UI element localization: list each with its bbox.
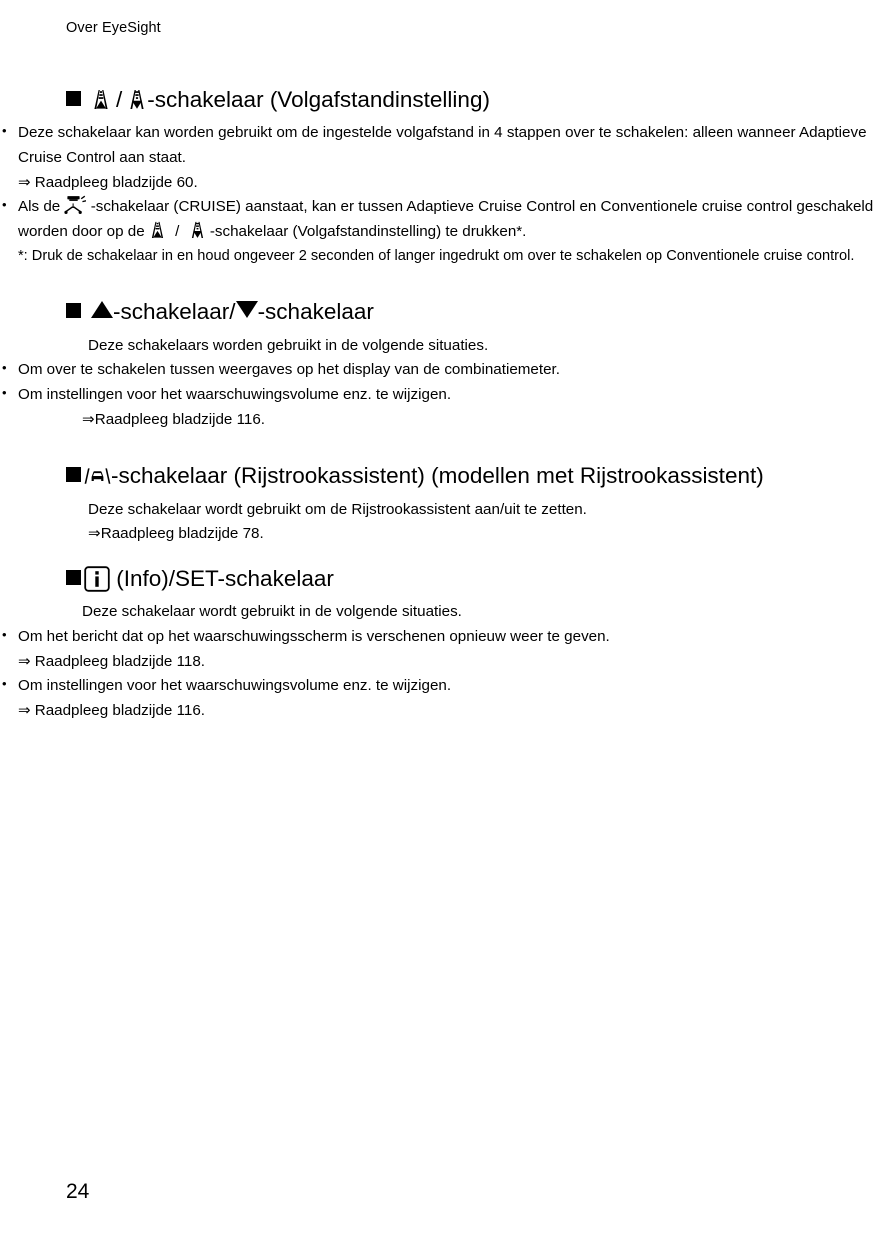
- section-heading-text: (Info)/SET-schakelaar: [116, 565, 334, 591]
- section-marker-square: [66, 570, 81, 585]
- section-marker-square: [66, 303, 81, 318]
- page-reference: [18, 650, 875, 675]
- page-reference-text: Raadpleeg bladzijde 78.: [100, 525, 264, 543]
- double-arrow-icon: ⇒: [18, 652, 31, 670]
- lane-keep-assist-icon: [84, 467, 111, 485]
- page-reference: [18, 171, 875, 196]
- list-item-text: Deze schakelaar kan worden gebruikt om de ingestelde volgafstand in 4 stappen over te schakelen: alleen wanneer Adaptieve Cruise Control aan staat.: [18, 124, 867, 167]
- list-item-text: Om het bericht dat op het waarschuwingsscherm is verschenen opnieuw weer te geven.: [18, 627, 610, 645]
- section-heading-text: -schakelaar (Rijstrookassistent) (modellen met Rijstrookassistent): [111, 463, 764, 489]
- section-pijl-schakelaars: [0, 298, 875, 432]
- triangle-down-icon: [236, 301, 258, 318]
- page-reference-text: Raadpleeg bladzijde 118.: [34, 652, 206, 670]
- section-volgafstandinstelling: [0, 86, 875, 268]
- section-intro: Deze schakelaar wordt gebruikt in de volgende situaties.: [82, 603, 462, 621]
- bullet-list: [0, 625, 875, 724]
- page-reference-text: Raadpleeg bladzijde 116.: [94, 410, 266, 428]
- double-arrow-icon: ⇒: [82, 410, 95, 428]
- section-heading: [0, 462, 875, 489]
- section-info-set: [0, 565, 875, 724]
- list-item: [0, 625, 875, 674]
- page-reference: [18, 699, 875, 724]
- follow-distance-up-icon: [91, 89, 111, 110]
- list-item-text-part1: Als de: [18, 198, 61, 216]
- section-intro: Deze schakelaar wordt gebruikt om de Rijstrookassistent aan/uit te zetten.: [88, 500, 587, 518]
- double-arrow-icon: ⇒: [18, 701, 31, 719]
- heading-separator: /: [116, 87, 123, 112]
- section-heading: [0, 565, 875, 592]
- follow-distance-down-icon: [189, 221, 206, 239]
- page-reference-text: Raadpleeg bladzijde 60.: [34, 173, 198, 191]
- section-heading-text: -schakelaar (Volgafstandinstelling): [147, 87, 490, 112]
- page-reference-text: Raadpleeg bladzijde 116.: [34, 701, 206, 719]
- triangle-up-icon: [91, 301, 113, 318]
- list-item-text-part3: -schakelaar (Volgafstandinstelling) te drukken*.: [209, 222, 527, 240]
- double-arrow-icon: ⇒: [18, 173, 31, 191]
- section-marker-square: [66, 467, 81, 482]
- list-item-text: [18, 198, 873, 240]
- list-item-text-part2: -schakelaar (CRUISE) aanstaat, kan er tussen Adaptieve Cruise Control en Conventionele cruise control geschakeld worden door op de: [18, 198, 874, 240]
- footnote-marker: *:: [18, 247, 28, 264]
- follow-distance-down-icon: [127, 89, 147, 110]
- section-heading: [0, 86, 875, 113]
- footnote-text: Druk de schakelaar in en houd ongeveer 2 seconden of langer ingedrukt om over te schakelen op Conventionele cruise control.: [31, 247, 855, 264]
- list-item: [0, 674, 875, 723]
- section-intro: Deze schakelaars worden gebruikt in de volgende situaties.: [88, 336, 489, 354]
- info-icon: [84, 566, 110, 592]
- follow-distance-up-icon: [149, 221, 166, 239]
- double-arrow-icon: ⇒: [88, 525, 101, 543]
- section-heading-text-1: -schakelaar/: [113, 299, 236, 325]
- page-reference: [0, 408, 875, 433]
- page-reference: [0, 522, 875, 547]
- footnote: [18, 245, 875, 269]
- list-item-text: Om instellingen voor het waarschuwingsvolume enz. te wijzigen.: [18, 677, 452, 695]
- page-content: [0, 86, 875, 723]
- cruise-switch-icon: [64, 195, 86, 214]
- list-item: • Om instellingen voor het waarschuwingsvolume enz. te wijzigen.: [0, 383, 875, 408]
- bullet-list: [0, 121, 875, 268]
- inline-separator: /: [175, 222, 180, 240]
- section-heading: [0, 298, 875, 325]
- section-marker-square: [66, 91, 81, 106]
- list-item: [0, 121, 875, 195]
- list-item: [0, 195, 875, 268]
- section-heading-text-2: -schakelaar: [257, 299, 374, 325]
- running-header: Over EyeSight: [66, 20, 161, 36]
- list-item: • Om over te schakelen tussen weergaves op het display van de combinatiemeter.: [0, 358, 875, 383]
- page-number: 24: [66, 1180, 90, 1203]
- section-rijstrookassistent: [0, 462, 875, 547]
- bullet-list: [0, 358, 875, 407]
